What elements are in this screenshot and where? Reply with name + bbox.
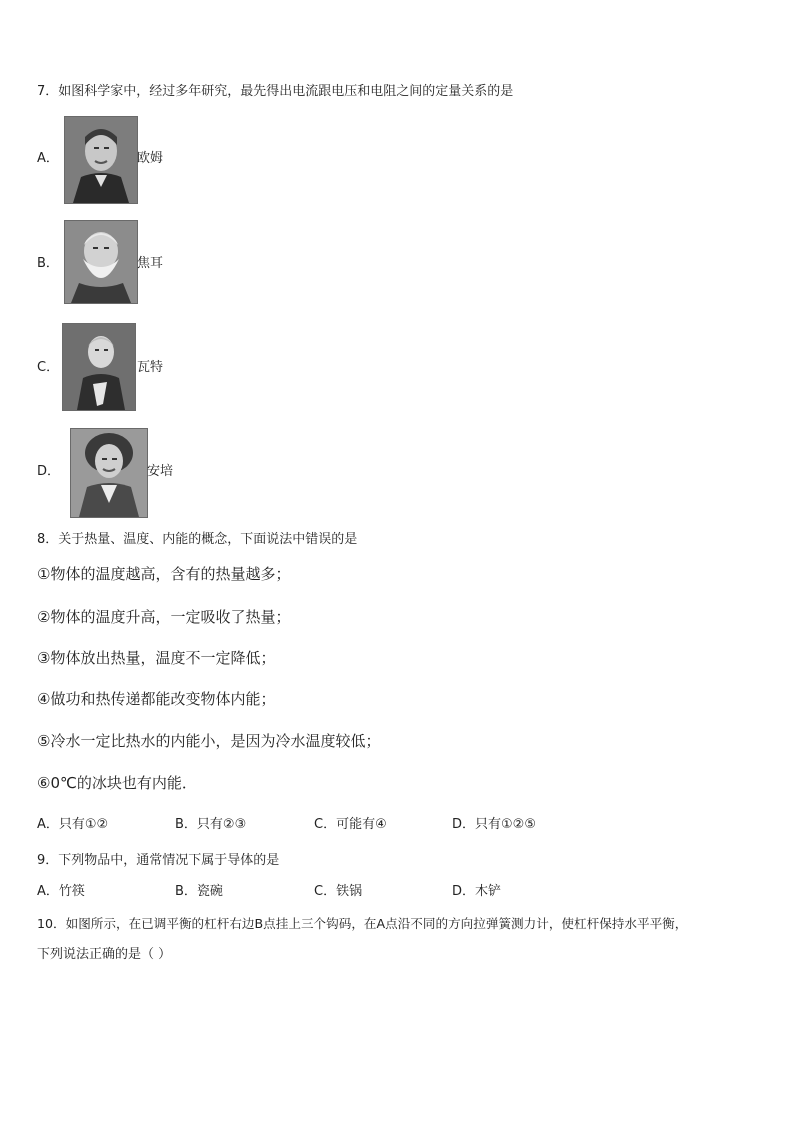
q8-statement-3: ③物体放出热量，温度不一定降低；: [37, 649, 276, 667]
q8-choice-a: A．只有①②: [37, 817, 109, 832]
q7-stem: 7．如图科学家中，经过多年研究，最先得出电流跟电压和电阻之间的定量关系的是: [37, 84, 514, 99]
q10-stem-line-1: 10．如图所示，在已调平衡的杠杆右边B点挂上三个钩码，在A点沿不同的方向拉弹簧测力计，使杠杆保持水平平衡，: [37, 916, 688, 931]
q7-option-b-name: 焦耳: [137, 256, 164, 271]
q8-choice-c: C．可能有④: [314, 817, 387, 832]
q9-stem: 9．下列物品中，通常情况下属于导体的是: [37, 853, 280, 868]
q7-option-c-name: 瓦特: [137, 360, 164, 375]
q9-choice-d: D．木铲: [452, 884, 502, 899]
q8-statement-5: ⑤冷水一定比热水的内能小，是因为冷水温度较低；: [37, 732, 381, 750]
watt-portrait: [62, 323, 136, 411]
q8-statement-6: ⑥0℃的冰块也有内能．: [37, 774, 197, 792]
q7-option-a-letter: A．: [37, 151, 59, 166]
q9-choice-c: C．铁锅: [314, 884, 363, 899]
q8-choice-b: B．只有②③: [175, 817, 247, 832]
joule-portrait: [64, 220, 138, 304]
q7-option-d-name: 安培: [147, 464, 174, 479]
q8-stem: 8．关于热量、温度、内能的概念，下面说法中错误的是: [37, 532, 358, 547]
q7-option-a-name: 欧姆: [137, 151, 164, 166]
q10-stem-line-2: 下列说法正确的是（ ）: [37, 947, 172, 962]
q7-option-b-letter: B．: [37, 256, 59, 271]
ampere-portrait: [70, 428, 148, 518]
q8-statement-1: ①物体的温度越高，含有的热量越多；: [37, 565, 291, 583]
ohm-portrait: [64, 116, 138, 204]
q8-statement-2: ②物体的温度升高，一定吸收了热量；: [37, 608, 291, 626]
q8-choice-d: D．只有①②⑤: [452, 817, 536, 832]
q7-option-d-letter: D．: [37, 464, 61, 479]
q7-option-c-letter: C．: [37, 360, 60, 375]
q9-choice-a: A．竹筷: [37, 884, 85, 899]
q9-choice-b: B．瓷碗: [175, 884, 223, 899]
q8-statement-4: ④做功和热传递都能改变物体内能；: [37, 690, 276, 708]
